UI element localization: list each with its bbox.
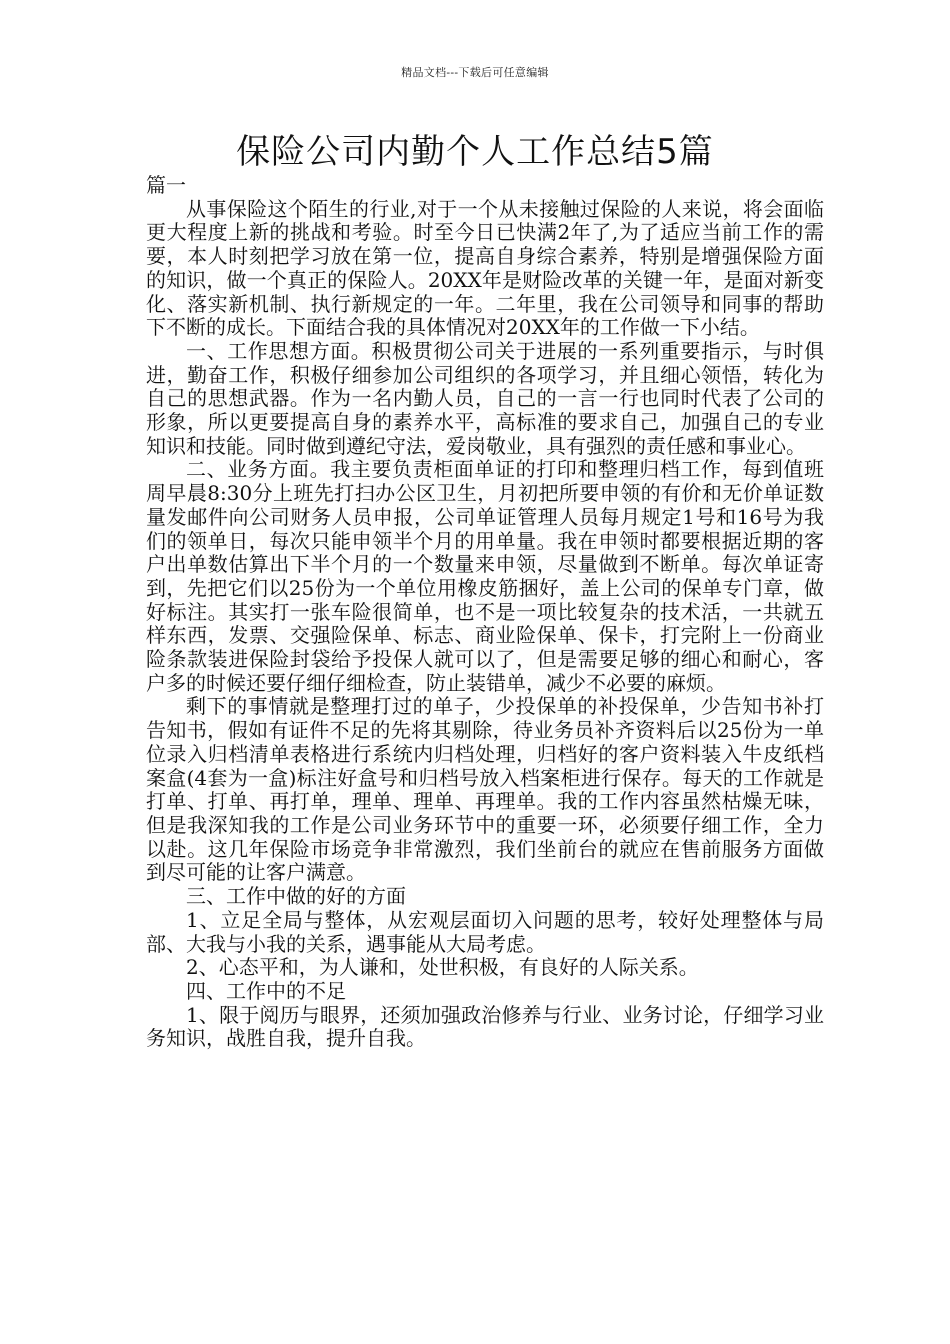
- list-item-strength-1: 1、立足全局与整体，从宏观层面切入问题的思考，较好处理整体与局部、大我与小我的关系，遇事能从大局考虑。: [146, 907, 824, 956]
- heading-strengths: 三、工作中做的好的方面: [186, 884, 406, 909]
- paragraph-archiving: 剩下的事情就是整理打过的单子，少投保单的补投保单，少告知书补打告知书，假如有证件不足的先将其剔除，待业务员补齐资料后以25份为一单位录入归档清单表格进行系统内归档处理，归档好的客户资料装入牛皮纸档案盒(4套为一盒)标注好盒号和归档号放入档案柜进行保存。每天的工作就是打单、打单、再打单，理单、理单、再理单。我的工作内容虽然枯燥无味，但是我深知我的工作是公司业务环节中的重要一环，必须要仔细工作，全力以赴。这几年保险市场竞争非常激烈，我们坐前台的就应在售前服务方面做到尽可能的让客户满意。: [146, 694, 824, 885]
- heading-weaknesses: 四、工作中的不足: [186, 978, 346, 1003]
- document-body: [146, 174, 824, 1051]
- list-item-weakness-1: 1、限于阅历与眼界，还须加强政治修养与行业、业务讨论，仔细学习业务知识，战胜自我，提升自我。: [146, 1002, 824, 1051]
- paragraph-intro: 从事保险这个陌生的行业,对于一个从未接触过保险的人来说，将会面临更大程度上新的挑战和考验。时至今日已快满2年了,为了适应当前工作的需要，本人时刻把学习放在第一位，提高自身综合素养，特别是增强保险方面的知识，做一个真正的保险人。20XX年是财险改革的关键一年，是面对新变化、落实新机制、执行新规定的一年。二年里，我在公司领导和同事的帮助下不断的成长。下面结合我的具体情况对20XX年的工作做一下小结。: [146, 196, 824, 340]
- document-title: 保险公司内勤个人工作总结5篇: [236, 132, 714, 172]
- page-header: 精品文档---下载后可任意编辑: [401, 66, 549, 79]
- section-label: 篇一: [146, 173, 186, 197]
- paragraph-business: 二、业务方面。我主要负责柜面单证的打印和整理归档工作，每到值班周早晨8:30分上班先打扫办公区卫生，月初把所要申领的有价和无价单证数量发邮件向公司财务人员申报，公司单证管理人员每月规定1号和16号为我们的领单日，每次只能申领半个月的用单量。我在申领时都要根据近期的客户出单数估算出下半个月的一个数量来申领，尽量做到不断单。每次单证寄到，先把它们以25份为一个单位用橡皮筋捆好，盖上公司的保单专门章，做好标注。其实打一张车险很简单，也不是一项比较复杂的技术活，一共就五样东西，发票、交强险保单、标志、商业险保单、保卡，打完附上一份商业险条款装进保险封袋给予投保人就可以了，但是需要足够的细心和耐心，客户多的时候还要仔细仔细检查，防止装错单，减少不必要的麻烦。: [146, 457, 824, 695]
- paragraph-work-thinking: 一、工作思想方面。积极贯彻公司关于进展的一系列重要指示，与时俱进，勤奋工作，积极仔细参加公司组织的各项学习，并且细心领悟，转化为自己的思想武器。作为一名内勤人员，自己的一言一行也同时代表了公司的形象，所以更要提高自身的素养水平，高标准的要求自己，加强自己的专业知识和技能。同时做到遵纪守法，爱岗敬业，具有强烈的责任感和事业心。: [146, 338, 824, 458]
- list-item-strength-2: 2、心态平和，为人谦和，处世积极，有良好的人际关系。: [186, 955, 699, 980]
